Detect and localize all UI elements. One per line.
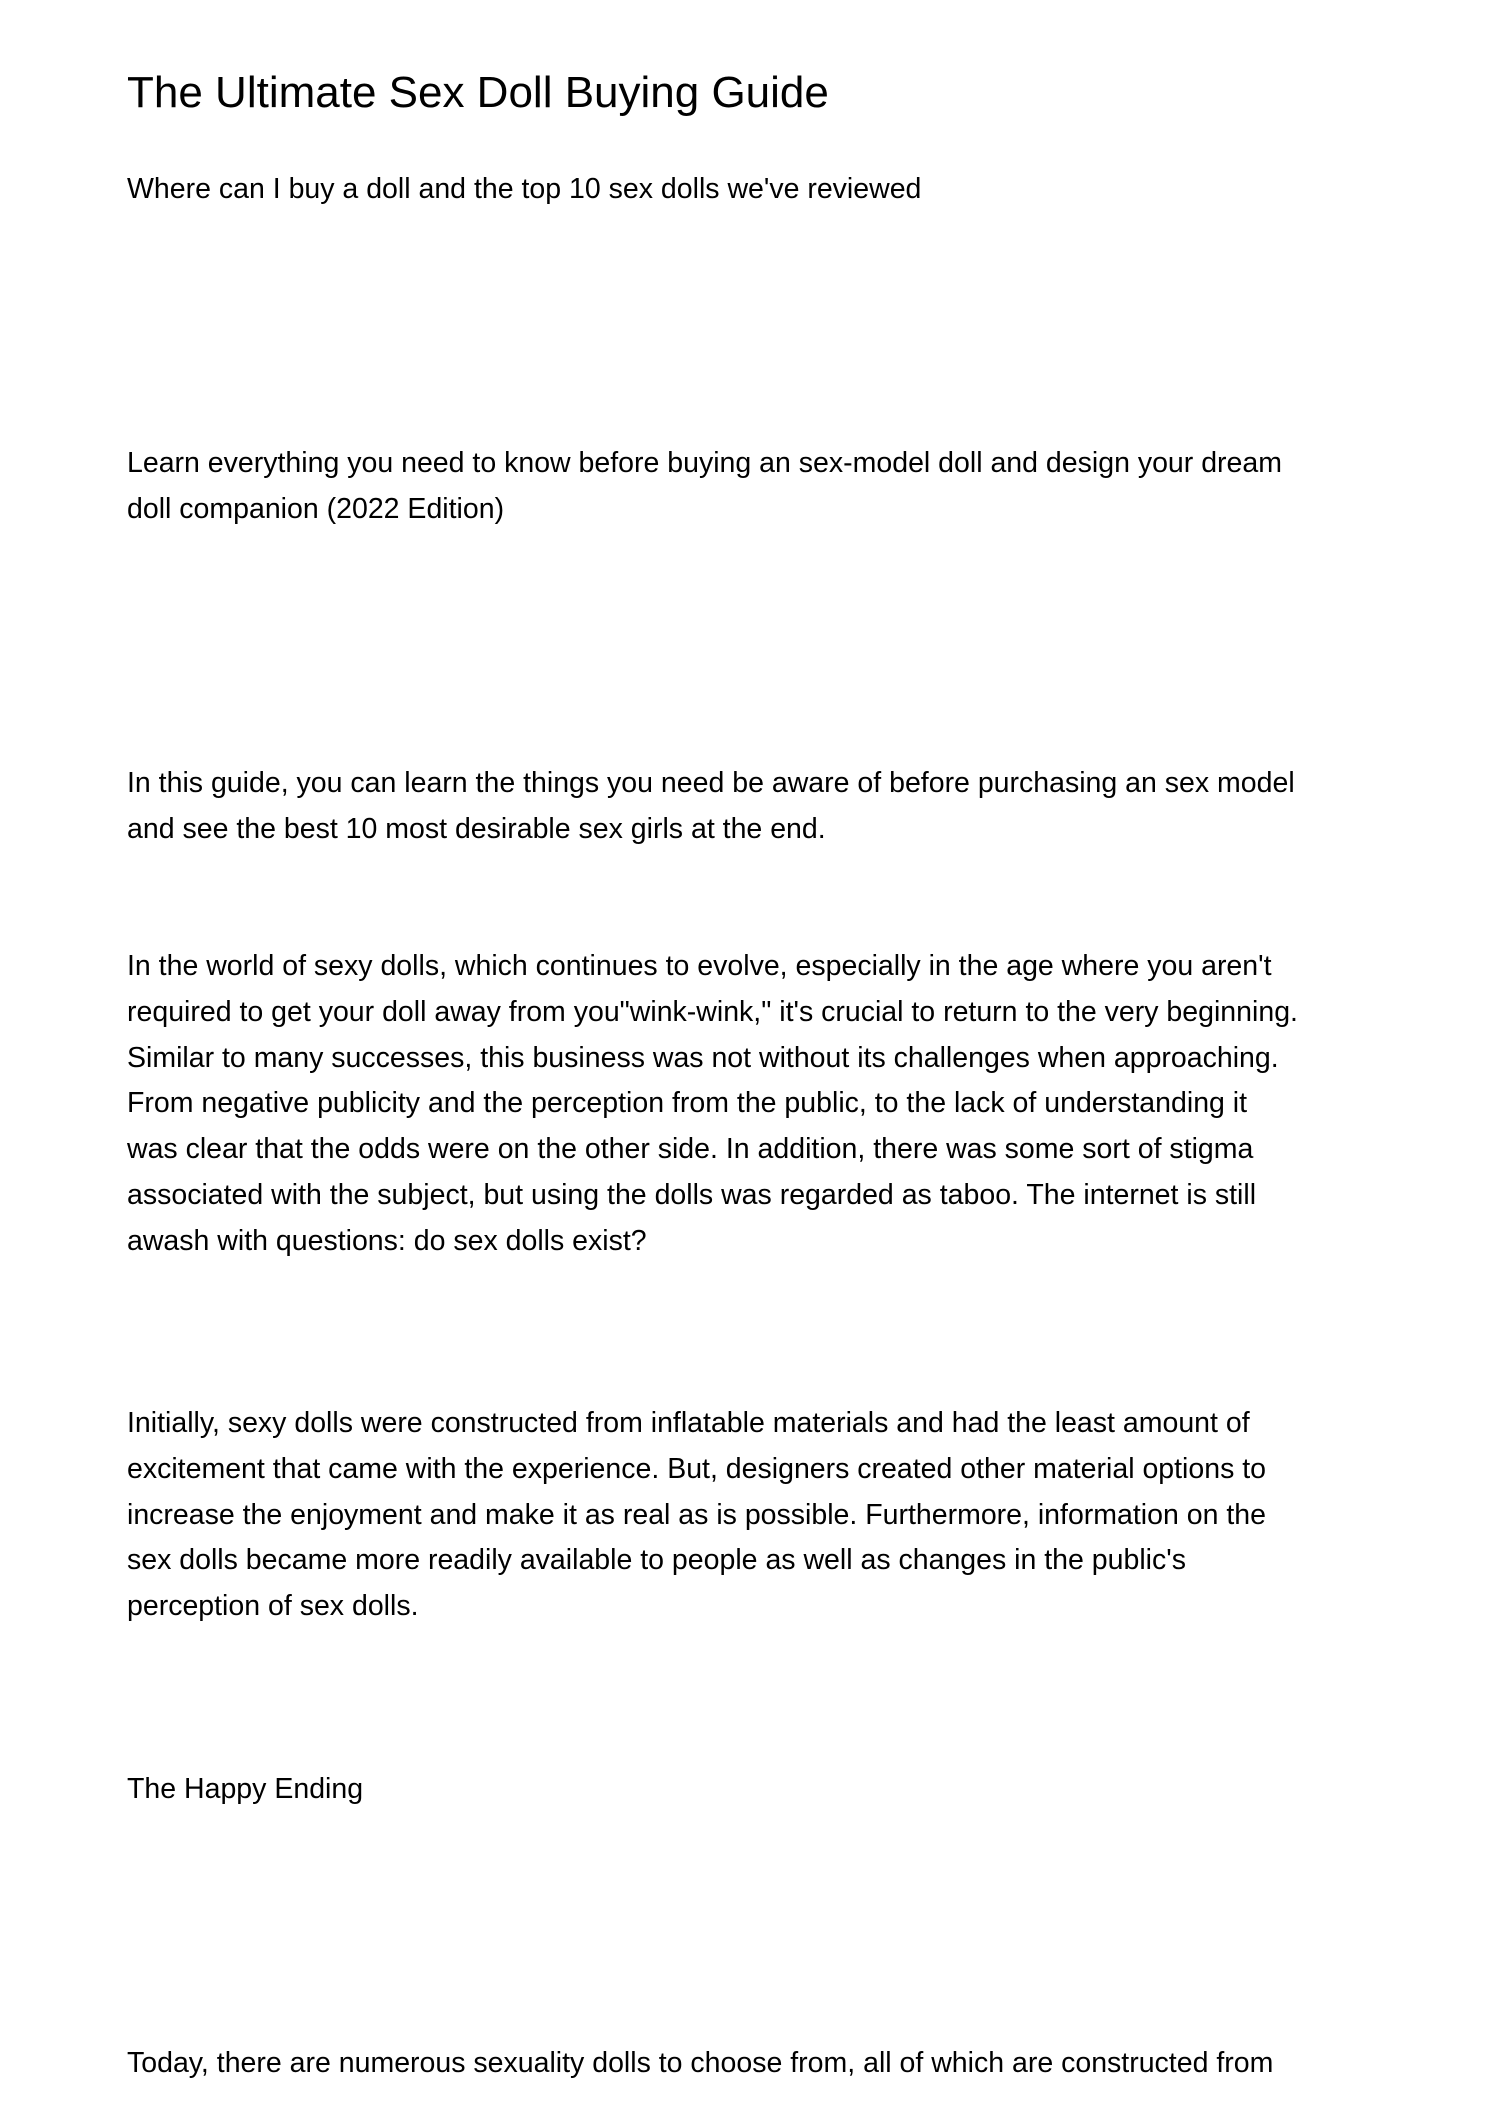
text-line: awash with questions: do sex dolls exist? <box>127 1224 647 1257</box>
page-title: The Ultimate Sex Doll Buying Guide <box>127 68 829 117</box>
text-line: excitement that came with the experience. But, designers created other material options to <box>127 1452 1267 1485</box>
subtitle: Where can I buy a doll and the top 10 sex dolls we've reviewed <box>127 173 922 205</box>
text-line: and see the best 10 most desirable sex girls at the end. <box>127 812 826 845</box>
text-line: The Happy Ending <box>127 1773 364 1805</box>
text-line: Initially, sexy dolls were constructed from inflatable materials and had the least amount of <box>127 1407 1250 1439</box>
text-line: was clear that the odds were on the other side. In addition, there was some sort of stigma <box>127 1133 1254 1166</box>
paragraph-history <box>127 944 1467 1265</box>
paragraph-today <box>127 2041 1467 2087</box>
text-line: Similar to many successes, this business was not without its challenges when approaching. <box>127 1041 1279 1074</box>
text-line: doll companion (2022 Edition) <box>127 492 505 525</box>
text-line: sex dolls became more readily available to people as well as changes in the public's <box>127 1544 1186 1577</box>
text-line: From negative publicity and the perception from the public, to the lack of understanding it <box>127 1087 1248 1120</box>
text-line: In this guide, you can learn the things you need be aware of before purchasing an sex model <box>127 767 1295 799</box>
paragraph-intro <box>127 441 1467 533</box>
paragraph-guide <box>127 761 1467 853</box>
paragraph-materials <box>127 1401 1467 1630</box>
text-line: associated with the subject, but using the dolls was regarded as taboo. The internet is still <box>127 1178 1257 1211</box>
text-line: Today, there are numerous sexuality dolls to choose from, all of which are constructed from <box>127 2047 1274 2079</box>
text-line: In the world of sexy dolls, which continues to evolve, especially in the age where you aren't <box>127 950 1272 982</box>
text-line: perception of sex dolls. <box>127 1590 419 1623</box>
text-line: required to get your doll away from you"wink-wink," it's crucial to return to the very beginning. <box>127 995 1298 1028</box>
text-line: Learn everything you need to know before buying an sex-model doll and design your dream <box>127 447 1282 479</box>
text-line: increase the enjoyment and make it as real as is possible. Furthermore, information on the <box>127 1498 1266 1531</box>
section-heading-happy-ending <box>127 1767 1467 1813</box>
